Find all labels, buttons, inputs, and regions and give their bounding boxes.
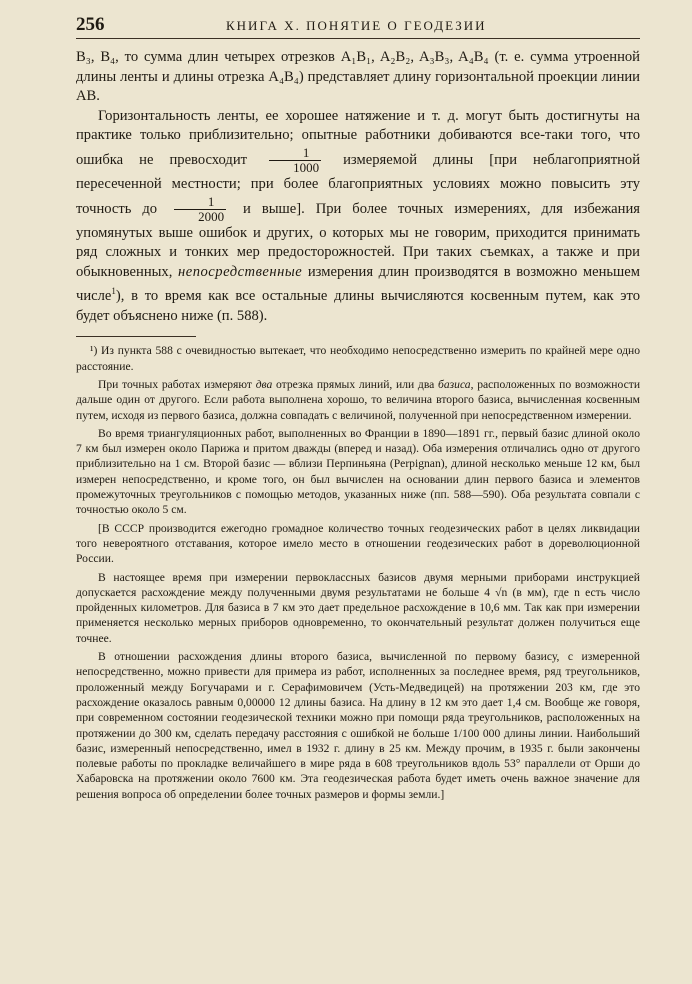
footnote-2: При точных работах измеряют два отрезка прямых линий, или два базиса, расположенных по возможности дальше один от другого. Если работа выполнена хорошо, то величина второго базиса, вычисленная косвенным путем, исходя из первого базиса, должна совпадать с величиной, полученной при непосредственном измерении. (76, 377, 641, 422)
footnote-marker: 1 (111, 286, 116, 297)
main-text (76, 48, 640, 326)
fraction-1-1000: $\frac{1}{1000}$ (269, 146, 321, 175)
footnote-4: [В СССР производится ежегодно громадное количество точных геодезических работ в целях ликвидации того невероятного отставания, которое имело место в отношении геодезических работ в дореволюционной России. (76, 521, 640, 566)
footnote-3: Во время триангуляционных работ, выполненных во Франции в 1890—1891 гг., первый базис длиной около 7 км был измерен около Парижа и притом дважды (вперед и назад). Оба измерения отличались одно от другого приблизительно на 1 см. Второй базис — вблизи Перпиньяна (Perpignan), длиной несколько меньше 12 км, был измерен непосредственно, и кроме того, он был вычислен на основании длин первого базиса и элементов промежуточных треугольников с помощью методов, указанных ниже (пп. 588—590). Оба результата совпали с точностью около 5 см. (76, 426, 640, 517)
footnotes (76, 343, 640, 802)
emphasis-direct: непосредственные (178, 263, 303, 280)
footnote-5: В настоящее время при измерении первоклассных базисов двумя мерными приборами инструкцией допускается расхождение между полученными двумя результатами не больше 4 √n (в мм), где n есть число пройденных километров. Для базиса в 7 км это дает предельное расхождение в 10,6 мм. Так как при измерении применяется несколько мерных приборов одновременно, то окончательный результат должен получиться еще точнее. (76, 570, 640, 645)
paragraph-1: B₃, B₄, то сумма длин четырех отрезков A₁B₁, A₂B₂, A₃B₃, A₄B₄ (т. е. сумма утроенной длины ленты и длины отрезка A₄B₄) представляет длину горизонтальной проекции линии AB. (76, 49, 640, 105)
running-head: КНИГА X. ПОНЯТИЕ О ГЕОДЕЗИИ (226, 18, 487, 33)
page-number: 256 (76, 14, 105, 35)
paragraph-2: Горизонтальность ленты, ее хорошее натяжение и т. д. могут быть достигнуты на практике только приблизительно; опытные работники добиваются все-таки того, что ошибка не превосходит $\frac{1}{1000}$ измеряемой длины [при неблагоприятной пересеченной местности; при более благоприятных условиях можно повысить эту точность до $\frac{1}{2000}$ и выше]. При более точных измерениях, для избежания упомянутых выше ошибок и других, о которых мы не говорим, приходится принимать ряд сложных и тонких мер предосторожностей. При таких съемках, а также и при обыкновенных, непосредственные измерения длин производятся в возможно меньшем числе$^1$), в то время как все остальные длины вычисляются косвенным путем, как это будет объяснено ниже (п. 588). (76, 107, 640, 324)
fraction-1-2000: $\frac{1}{2000}$ (174, 195, 226, 224)
footnote-1: ¹) Из пункта 588 с очевидностью вытекает, что необходимо непосредственно измерить по крайней мере одно расстояние. (76, 344, 640, 373)
footnote-6: В отношении расхождения длины второго базиса, вычисленной по первому базису, с измеренной непосредственно, можно привести для примера из работ, исполненных за последнее время, ряд треугольников, проложенный между Богучарами и г. Серафимовичем (Усть-Медведицей) на протяжении 203 км, где это расхождение оказалось равным 0,00000 12 длины базиса. На длину в 12 км это дает 1,4 см. Вообще же говоря, при современном состоянии геодезической техники можно при помощи ряда треугольников, расположенных на протяжении до 300 км, сделать передачу расстояния с ошибкой не больше 1/100 000 длины линии. Наибольший базис, измеренный непосредственно, имел в 1932 г. длину в 25 км. Между прочим, в 1935 г. были закончены полевые работы по прокладке величайшего в мире ряда в 608 треугольников вдоль 53° параллели от Орши до Хабаровска на протяжении около 7600 км. Эта геодезическая работа будет иметь очень важное значение для решения вопроса об определении более точных размеров и формы земли.] (76, 650, 640, 801)
footnote-divider (76, 336, 196, 337)
page-header (76, 14, 640, 39)
